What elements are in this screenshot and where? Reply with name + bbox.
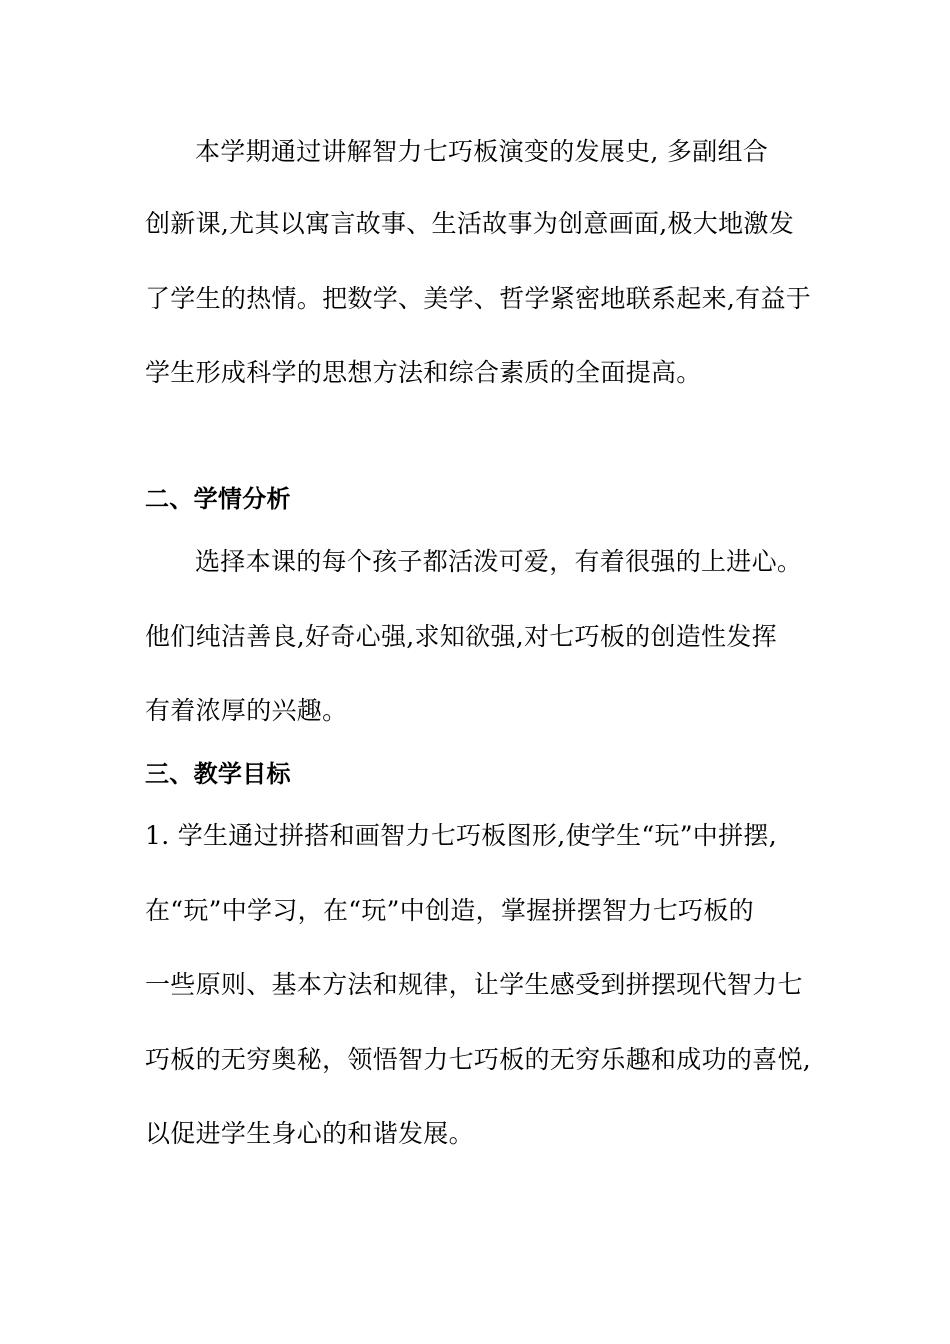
paragraph-line: 以促进学生身心的和谐发展。: [145, 1119, 474, 1148]
paragraph-line: 他们纯洁善良,好奇心强,求知欲强,对七巧板的创造性发挥: [145, 622, 777, 651]
section-heading: 二、学情分析: [145, 485, 291, 513]
paragraph-line: 一些原则、基本方法和规律，让学生感受到拼摆现代智力七: [145, 970, 803, 999]
paragraph-line: 在“玩”中学习，在“玩”中创造，掌握拼摆智力七巧板的: [145, 896, 754, 925]
paragraph-line: 了学生的热情。把数学、美学、哲学紧密地联系起来,有益于: [145, 284, 812, 313]
paragraph-line: 巧板的无穷奥秘，领悟智力七巧板的无穷乐趣和成功的喜悦,: [145, 1045, 812, 1074]
paragraph-line: 本学期通过讲解智力七巧板演变的发展史, 多副组合: [195, 137, 769, 166]
paragraph-line: 1. 学生通过拼搭和画智力七巧板图形,使学生“玩”中拼摆,: [145, 821, 777, 850]
paragraph-line: 创新课,尤其以寓言故事、生活故事为创意画面,极大地激发: [145, 209, 794, 238]
paragraph-line: 学生形成科学的思想方法和综合素质的全面提高。: [145, 358, 702, 387]
section-heading: 三、教学目标: [145, 760, 291, 788]
paragraph-line: 有着浓厚的兴趣。: [145, 696, 348, 725]
paragraph-line: 选择本课的每个孩子都活泼可爱，有着很强的上进心。: [195, 547, 803, 576]
